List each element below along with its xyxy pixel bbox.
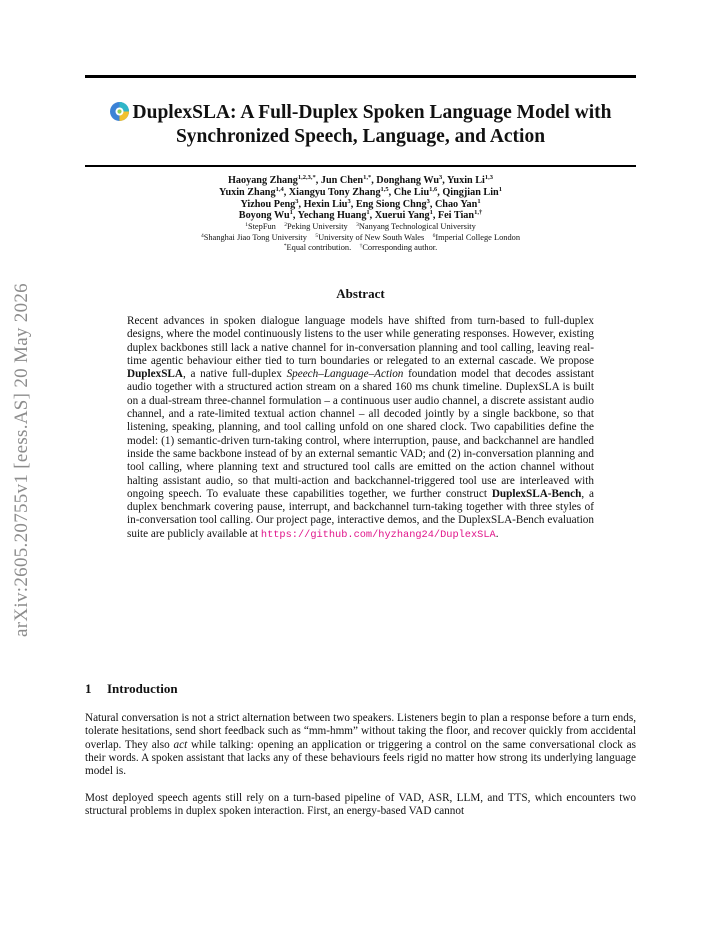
abstract-text: . xyxy=(495,527,499,540)
author-affil-sup: 1,* xyxy=(363,174,372,181)
abstract-benchmark-name: DuplexSLA-Bench xyxy=(491,487,582,500)
author-name: Hexin Liu xyxy=(303,198,348,210)
author-name: Xuerui Yang xyxy=(374,210,430,222)
corresponding-author-note: Corresponding author. xyxy=(362,243,438,253)
author-line-2: Yuxin Zhang$^{1,4}$, Xiangyu Tony Zhang$^{1,5}$, Che Liu$^{1,6}$, Qingjian Lin$^1$ xyxy=(219,185,502,198)
abstract-model-name: DuplexSLA xyxy=(127,368,183,381)
author-name: Chao Yan xyxy=(434,198,478,210)
author-name: Yechang Huang xyxy=(297,210,367,222)
author-notes xyxy=(85,243,636,254)
title-rule-top xyxy=(85,75,636,78)
author-affil-sup: 1,2,3,* xyxy=(297,174,316,181)
author-affil-sup: 3 xyxy=(347,197,351,205)
author-line-4: Boyong Wu$^1$, Yechang Huang$^1$, Xuerui Yang$^1$, Fei Tian$^{1,\dagger}$ xyxy=(238,209,483,222)
section-heading-introduction xyxy=(85,681,178,697)
author-affil-sup: 1,4 xyxy=(275,185,284,193)
abstract-body xyxy=(127,315,594,542)
section-number: 1 xyxy=(85,681,92,696)
affiliation-line-2 xyxy=(85,233,636,244)
section-title: Introduction xyxy=(107,681,178,696)
affiliation-name: Nanyang Technological University xyxy=(358,222,476,232)
affiliation-name: Imperial College London xyxy=(435,232,521,242)
author-name: Donghang Wu xyxy=(376,175,440,186)
author-affil-sup: 1,† xyxy=(474,209,483,217)
author-affil-sup: 1,3 xyxy=(484,174,493,181)
author-affil-sup: 1,6 xyxy=(429,185,438,193)
affiliation-line-1 xyxy=(85,222,636,233)
author-line-3: Yizhou Peng$^3$, Hexin Liu$^3$, Eng Siong Chng$^3$, Chao Yan$^1$ xyxy=(240,197,481,210)
affiliation-sup: 4 xyxy=(200,232,204,239)
author-affil-sup: 3 xyxy=(439,174,443,181)
paragraph-emphasis: act xyxy=(173,738,188,751)
author-name: Qingjian Lin xyxy=(442,186,499,198)
author-name: Yuxin Zhang xyxy=(219,186,276,198)
author-name: Yuxin Li xyxy=(447,175,485,186)
author-affil-sup: 1 xyxy=(498,185,502,193)
affiliation-name: Shanghai Jiao Tong University xyxy=(203,232,307,242)
intro-paragraph-2: Most deployed speech agents still rely on a turn-based pipeline of VAD, ASR, LLM, and TTS, which encounters two structural problems in duplex spoken interaction. First, an energy-based VAD cannot xyxy=(85,792,636,818)
arxiv-identifier-text: arXiv:2605.20755v1 [eess.AS] 20 May 2026 xyxy=(11,283,32,637)
abstract-text: , a native full-duplex xyxy=(182,368,287,381)
abstract-heading: Abstract xyxy=(336,286,385,301)
affiliation-sup: 6 xyxy=(432,232,436,239)
author-affil-sup: 3 xyxy=(426,197,430,205)
author-affil-sup: 1 xyxy=(477,197,481,205)
paragraph-text: while talking: opening an application or triggering a control on the same conversational clock as their words. A spoken assistant that lacks any of these behaviours feels rigid no matter how strong its underlying language model is. xyxy=(85,738,636,778)
intro-paragraph-1 xyxy=(85,712,636,778)
author-name: Fei Tian xyxy=(437,210,475,222)
author-name: Xiangyu Tony Zhang xyxy=(288,186,381,198)
duplexsla-logo-icon xyxy=(110,102,129,121)
paragraph-text: Natural conversation is not a strict alternation between two speakers. Listeners begin to plan a response before a turn ends, tolerate hesitations, send short feedback such as “mm-hmm” without taking the floor, and recover quickly from accidental overlap. They also xyxy=(85,712,636,751)
note-sup: * xyxy=(283,243,287,250)
author-affil-sup: 1,5 xyxy=(380,185,389,193)
affiliation-sup: 5 xyxy=(315,232,319,239)
author-name: Che Liu xyxy=(393,186,430,198)
affiliation-sup: 2 xyxy=(284,222,287,229)
affiliation-name: University of New South Wales xyxy=(318,232,425,242)
author-affil-sup: 3 xyxy=(295,197,299,205)
abstract-emphasis: Speech–Language–Action xyxy=(286,368,404,381)
affiliation-sup: 3 xyxy=(356,222,359,229)
affiliation-sup: 1 xyxy=(245,222,248,229)
author-affil-sup: 1 xyxy=(289,209,293,217)
author-affil-sup: 1 xyxy=(366,209,370,217)
author-name: Yizhou Peng xyxy=(240,198,296,210)
title-rule-bottom xyxy=(85,165,636,167)
affiliation-name: StepFun xyxy=(247,222,276,232)
author-name: Jun Chen xyxy=(320,175,364,186)
author-name: Eng Siong Chng xyxy=(355,198,427,210)
paper-title xyxy=(85,101,636,149)
note-sup: † xyxy=(359,243,363,250)
abstract-text: , a duplex benchmark covering pause, interrupt, and backchannel turn-taking together with three styles of in-conversation tool calling. Our project page, interactive demos, and the DuplexSLA-Bench evaluation suite are publicly available at xyxy=(127,487,594,540)
paper-title-line2: Synchronized Speech, Language, and Action xyxy=(175,126,546,147)
github-link[interactable]: https://github.com/hyzhang24/DuplexSLA xyxy=(260,528,496,541)
author-affil-sup: 1 xyxy=(429,209,433,217)
author-name: Haoyang Zhang xyxy=(227,175,298,186)
author-line-1: Haoyang Zhang$^{1,2,3,*}$, Jun Chen$^{1,*}$, Donghang Wu$^3$, Yuxin Li$^{1,3}$ xyxy=(227,174,493,186)
abstract-text: Recent advances in spoken dialogue language models have shifted from turn-based to full-duplex designs, where the model continuously listens to the user while generating responses. However, existing duplex backbones still lack a native channel for in-conversation planning and tool calling, leaving real-time agentic behaviour either tied to turn boundaries or relegated to an external cascade. We propose xyxy=(127,315,594,367)
equal-contribution-note: Equal contribution. xyxy=(286,243,352,253)
abstract-text: foundation model that decodes assistant audio together with a structured action stream on a shared 160 ms chunk timeline. DuplexSLA is built on a dual-stream three-channel formulation – a continuous user audio channel, a discrete assistant audio channel, and a rate-limited textual action channel – all decoded jointly by a single backbone, so that listening, speaking, planning, and tool calling unfold on one shared clock. Two capabilities define the model: (1) semantic-driven turn-taking control, where interruption, pause, and backchannel are handled inside the same backbone instead of by an external semantic VAD; and (2) in-conversation planning and tool calling, where planning text and structured tool calls are emitted on the action channel without halting assistant audio, so that multi-action and backchannel-triggered tool use are interleaved with ongoing speech. To evaluate these capabilities together, we further construct xyxy=(127,368,595,500)
author-block xyxy=(85,175,636,254)
affiliation-name: Peking University xyxy=(287,222,348,232)
paper-title-line1: DuplexSLA: A Full-Duplex Spoken Language Model with xyxy=(132,102,612,123)
author-name: Boyong Wu xyxy=(238,210,290,222)
